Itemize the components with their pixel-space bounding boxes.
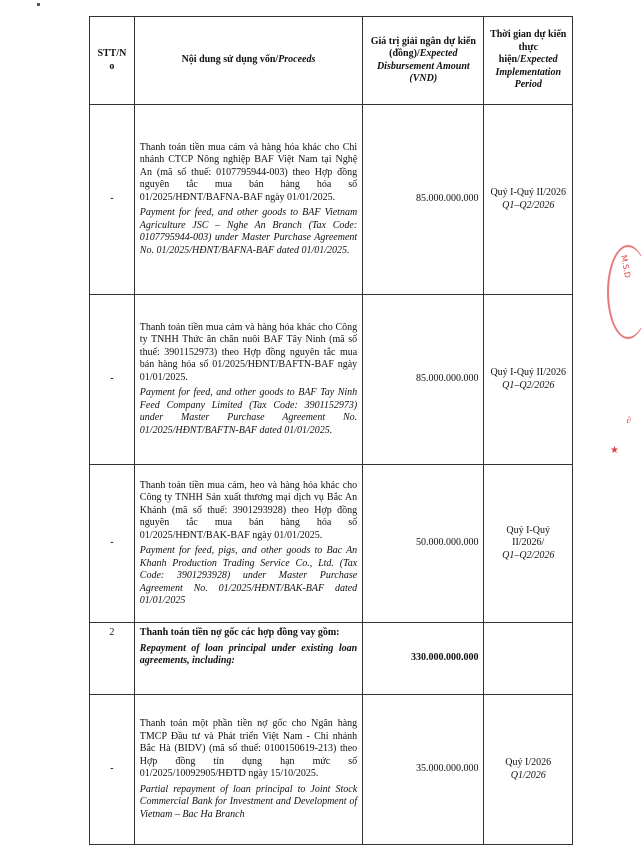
- seal-star-icon: ★: [610, 445, 619, 456]
- table-header-row: [90, 17, 573, 105]
- signature-mark: ∂: [626, 415, 631, 425]
- seal-text: M.S.D: [618, 254, 632, 279]
- content-en: Payment for feed, pigs, and other goods to Bac An Khanh Production Trading Service Co., Ltd. (Tax Code: 3901293928) under Master Purchase Agreement No. 01/2025/HĐNT/BAK-BAF dated 01/01/2025: [139, 545, 358, 606]
- row-period: Quý I/2026 Q1/2026: [484, 695, 573, 845]
- content-en: Repayment of loan principal under existing loan agreements, including:: [139, 642, 358, 666]
- content-vi: Thanh toán tiền nợ gốc các hợp đồng vay gồm:: [139, 627, 340, 638]
- table-row: [90, 105, 573, 295]
- content-vi: Thanh toán tiền mua cám và hàng hóa khác cho Chi nhánh CTCP Nông nghiệp BAF Việt Nam tại Nghệ An (mã số thuế: 0107795944-003) theo Hợp đồng nguyên tắc mua bán hàng hóa số 01/2025/HĐNT/BAFNA-BAF ngày 01/01/2025.: [139, 141, 358, 203]
- table-row: [90, 295, 573, 465]
- row-content: [134, 295, 362, 465]
- row-amount: 50.000.000.000: [363, 465, 484, 623]
- row-period: Quý I-Quý II/2026 Q1–Q2/2026: [484, 105, 573, 295]
- header-time: Thời gian dự kiến thực hiện/Expected Implementation Period: [484, 17, 573, 105]
- row-stt: -: [90, 105, 135, 295]
- header-content: Nội dung sử dụng vốn/Proceeds: [134, 17, 362, 105]
- row-period: [484, 623, 573, 695]
- row-amount: 85.000.000.000: [363, 295, 484, 465]
- row-stt: 2: [90, 623, 135, 695]
- row-content: [134, 105, 362, 295]
- row-amount: 330.000.000.000: [363, 623, 484, 695]
- table-row: [90, 465, 573, 623]
- row-stt: -: [90, 695, 135, 845]
- content-en: Payment for feed, and other goods to BAF Vietnam Agriculture JSC – Nghe An Branch (Tax Code: 0107795944-003) under Master Purchase Agreement No. 01/2025/HĐNT/BAFNA-BAF dated 01/01/2025.: [139, 207, 358, 256]
- row-period: Quý I-Quý II/2026/ Q1–Q2/2026: [484, 465, 573, 623]
- row-stt: -: [90, 465, 135, 623]
- row-content: [134, 623, 362, 695]
- header-stt: STT/N o: [90, 17, 135, 105]
- table-row: [90, 695, 573, 845]
- scan-mark: [37, 3, 40, 6]
- row-amount: 35.000.000.000: [363, 695, 484, 845]
- content-en: Payment for feed, and other goods to BAF Tay Ninh Feed Company Limited (Tax Code: 3901152973) under Master Purchase Agreement No. 01/2025/HĐNT/BAFTN-BAF dated 01/01/2025.: [139, 387, 358, 436]
- row-content: [134, 465, 362, 623]
- table-row-section: [90, 623, 573, 695]
- row-period: Quý I-Quý II/2026 Q1–Q2/2026: [484, 295, 573, 465]
- row-stt: -: [90, 295, 135, 465]
- content-vi: Thanh toán một phần tiền nợ gốc cho Ngân hàng TMCP Đầu tư và Phát triển Việt Nam - Chi nhánh Bắc Hà (BIDV) (mã số thuế: 0100150619-213) theo Hợp đồng tín dụng hạn mức số 01/2025/10092905/HĐTD ngày 15/10/2025.: [139, 718, 358, 779]
- content-vi: Thanh toán tiền mua cám và hàng hóa khác cho Công ty TNHH Thức ăn chăn nuôi BAF Tây Ninh (mã số thuế: 3901152973) theo Hợp đồng nguyên tắc mua bán hàng hóa số 01/2025/HĐNT/BAFTN-BAF ngày 01/01/2025.: [139, 321, 358, 383]
- header-value: Giá trị giải ngân dự kiến (đồng)/Expected Disbursement Amount (VND): [363, 17, 484, 105]
- proceeds-table: [89, 16, 573, 845]
- row-content: [134, 695, 362, 845]
- content-en: Partial repayment of loan principal to Joint Stock Commercial Bank for Investment and Development of Vietnam – Bac Ha Branch: [139, 783, 358, 820]
- row-amount: 85.000.000.000: [363, 105, 484, 295]
- content-vi: Thanh toán tiền mua cám, heo và hàng hóa khác cho Công ty TNHH Sản xuất thương mại dịch vụ Bắc An Khánh (mã số thuế: 3901293928) theo Hợp đồng nguyên tắc mua bán hàng hóa số 01/2025/HĐNT/BAK-BAF ngày 01/01/2025.: [139, 479, 358, 541]
